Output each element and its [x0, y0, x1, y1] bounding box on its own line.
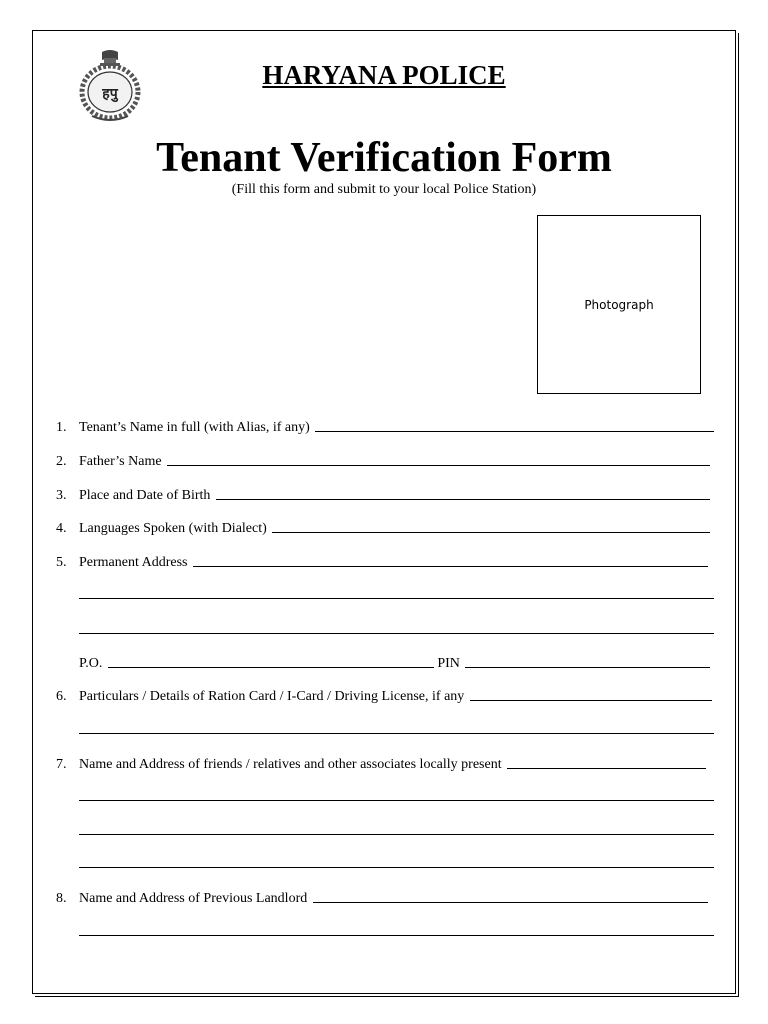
id-details-input[interactable]: [470, 699, 712, 701]
pin-label: PIN: [433, 656, 464, 671]
field-number: 4.: [56, 521, 67, 536]
po-label: P.O.: [79, 656, 106, 671]
pin-input[interactable]: [465, 666, 710, 668]
field-label: Languages Spoken (with Dialect): [79, 521, 271, 536]
field-tenant-name: [56, 418, 714, 436]
tenant-name-input[interactable]: [315, 430, 714, 432]
field-label: Father’s Name: [79, 454, 166, 469]
field-po-pin: [56, 654, 710, 672]
po-input[interactable]: [108, 666, 434, 668]
permanent-address-input[interactable]: [193, 565, 708, 567]
field-label: Tenant’s Name in full (with Alias, if any): [79, 420, 314, 435]
field-number: 8.: [56, 891, 67, 906]
field-previous-landlord: [56, 889, 708, 907]
field-permanent-address: [56, 553, 708, 571]
field-number: 2.: [56, 454, 67, 469]
field-label: Name and Address of Previous Landlord: [79, 891, 311, 906]
birth-input[interactable]: [216, 498, 710, 500]
id-details-line-2[interactable]: [79, 733, 714, 734]
field-number: 6.: [56, 689, 67, 704]
languages-input[interactable]: [272, 531, 710, 533]
form-subtitle: (Fill this form and submit to your local Police Station): [231, 182, 537, 197]
svg-text:हपु: हपु: [102, 86, 118, 102]
permanent-address-line-2[interactable]: [79, 598, 714, 599]
local-associates-line-4[interactable]: [79, 867, 714, 868]
field-label: Permanent Address: [79, 555, 191, 570]
field-birth: [56, 486, 710, 504]
local-associates-input[interactable]: [507, 767, 706, 769]
previous-landlord-input[interactable]: [313, 901, 708, 903]
field-number: 5.: [56, 555, 67, 570]
field-father-name: [56, 452, 710, 470]
field-local-associates: [56, 755, 706, 773]
permanent-address-line-3[interactable]: [79, 633, 714, 634]
photograph-box[interactable]: [537, 215, 701, 394]
field-number: 3.: [56, 488, 67, 503]
field-number: 7.: [56, 757, 67, 772]
local-associates-line-2[interactable]: [79, 800, 714, 801]
field-label: Particulars / Details of Ration Card / I-Card / Driving License, if any: [79, 689, 468, 704]
photograph-label: Photograph: [584, 297, 654, 312]
father-name-input[interactable]: [167, 464, 710, 466]
field-label: Place and Date of Birth: [79, 488, 214, 503]
previous-landlord-line-2[interactable]: [79, 935, 714, 936]
form-title: Tenant Verification Form: [156, 135, 612, 181]
field-id-details: [56, 687, 712, 705]
field-label: Name and Address of friends / relatives and other associates locally present: [79, 757, 506, 772]
org-title: HARYANA POLICE: [262, 60, 506, 90]
field-number: 1.: [56, 420, 67, 435]
local-associates-line-3[interactable]: [79, 834, 714, 835]
field-languages: [56, 519, 710, 537]
